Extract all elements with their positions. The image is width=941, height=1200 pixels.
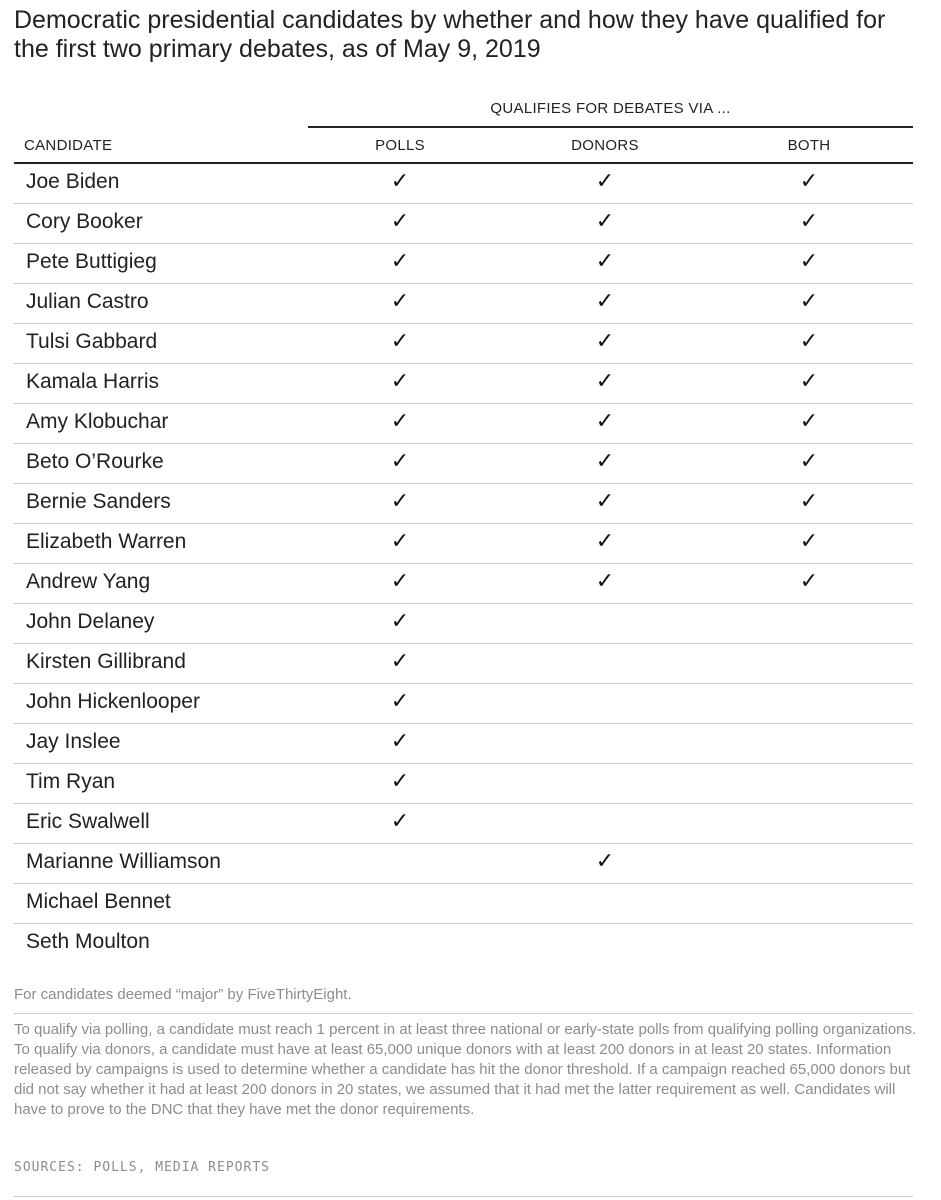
table-row [14, 684, 913, 724]
check-icon-donors: ✓ [595, 288, 615, 313]
candidate-name: Amy Klobuchar [26, 410, 169, 433]
candidate-name: Marianne Williamson [26, 850, 221, 873]
candidate-name: Andrew Yang [26, 570, 151, 593]
check-icon-polls: ✓ [390, 328, 410, 353]
check-icon-polls: ✓ [390, 568, 410, 593]
check-icon-polls: ✓ [390, 408, 410, 433]
check-icon-polls: ✓ [390, 368, 410, 393]
table-row [14, 404, 913, 444]
table-row [14, 604, 913, 644]
qualifies-group-header: QUALIFIES FOR DEBATES VIA ... [308, 100, 913, 128]
major-candidates-note: For candidates deemed “major” by FiveThirtyEight. [14, 986, 352, 1003]
table-row [14, 444, 913, 484]
check-icon-both: ✓ [799, 568, 819, 593]
column-header-donors: DONORS [571, 137, 639, 154]
candidate-name: Beto O’Rourke [26, 450, 164, 473]
candidate-name: Tulsi Gabbard [26, 330, 158, 353]
check-icon-donors: ✓ [595, 848, 615, 873]
check-icon-both: ✓ [799, 448, 819, 473]
check-icon-both: ✓ [799, 208, 819, 233]
table-row [14, 484, 913, 524]
table-row [14, 364, 913, 404]
candidate-name: Seth Moulton [26, 930, 150, 953]
check-icon-both: ✓ [799, 488, 819, 513]
candidate-name: Kirsten Gillibrand [26, 650, 186, 673]
check-icon-donors: ✓ [595, 568, 615, 593]
column-header-polls: POLLS [375, 137, 425, 154]
check-icon-both: ✓ [799, 248, 819, 273]
candidate-name: Joe Biden [26, 170, 120, 193]
check-icon-polls: ✓ [390, 528, 410, 553]
chart-title: Democratic presidential candidates by whether and how they have qualified for the first two primary debates, as of May 9, 2019 [14, 6, 886, 63]
check-icon-donors: ✓ [595, 168, 615, 193]
check-icon-donors: ✓ [595, 368, 615, 393]
check-icon-polls: ✓ [390, 728, 410, 753]
check-icon-both: ✓ [799, 168, 819, 193]
candidate-name: Cory Booker [26, 210, 143, 233]
candidate-name: Jay Inslee [26, 730, 121, 753]
candidate-name: John Hickenlooper [26, 690, 200, 713]
table-row [14, 764, 913, 804]
check-icon-donors: ✓ [595, 248, 615, 273]
check-icon-polls: ✓ [390, 208, 410, 233]
candidate-name: Pete Buttigieg [26, 250, 157, 273]
check-icon-donors: ✓ [595, 448, 615, 473]
table-row [14, 844, 913, 884]
candidate-name: John Delaney [26, 610, 155, 633]
table-row [14, 564, 913, 604]
candidate-name: Elizabeth Warren [26, 530, 187, 553]
check-icon-donors: ✓ [595, 528, 615, 553]
table-row [14, 204, 913, 244]
check-icon-both: ✓ [799, 288, 819, 313]
check-icon-polls: ✓ [390, 768, 410, 793]
check-icon-polls: ✓ [390, 248, 410, 273]
check-icon-both: ✓ [799, 368, 819, 393]
check-icon-donors: ✓ [595, 408, 615, 433]
table-row [14, 644, 913, 684]
methodology-note: To qualify via polling, a candidate must reach 1 percent in at least three national or early-state polls from qualifying polling organizations. To qualify via donors, a candidate must have at least 65,000 unique donors with at least 200 donors in at least 20 states. Information released by campaigns is used to determine whether a candidate has hit the donor threshold. If a campaign reached 65,000 donors but did not say whether it had at least 200 donors in 20 states, we assumed that it had met the latter requirement as well. Candidates will have to prove to the DNC that they have met the donor requirements. [14, 1021, 917, 1118]
table-row [14, 924, 913, 963]
check-icon-donors: ✓ [595, 328, 615, 353]
check-icon-polls: ✓ [390, 688, 410, 713]
check-icon-donors: ✓ [595, 208, 615, 233]
check-icon-polls: ✓ [390, 168, 410, 193]
check-icon-both: ✓ [799, 328, 819, 353]
candidate-name: Bernie Sanders [26, 490, 171, 513]
table-row [14, 884, 913, 924]
table-row [14, 804, 913, 844]
candidate-name: Tim Ryan [26, 770, 116, 793]
check-icon-polls: ✓ [390, 288, 410, 313]
candidate-name: Kamala Harris [26, 370, 160, 393]
candidate-name: Eric Swalwell [26, 810, 150, 833]
table-row [14, 284, 913, 324]
table-row [14, 164, 913, 204]
table-row [14, 324, 913, 364]
sources-note: SOURCES: POLLS, MEDIA REPORTS [14, 1160, 270, 1175]
table-row [14, 244, 913, 284]
check-icon-polls: ✓ [390, 448, 410, 473]
check-icon-donors: ✓ [595, 488, 615, 513]
check-icon-polls: ✓ [390, 488, 410, 513]
check-icon-both: ✓ [799, 408, 819, 433]
candidate-table-body [14, 164, 913, 963]
check-icon-polls: ✓ [390, 808, 410, 833]
candidate-name: Julian Castro [26, 290, 149, 313]
table-row [14, 724, 913, 764]
footer-divider [14, 1196, 913, 1197]
column-header-candidate: CANDIDATE [24, 137, 113, 154]
candidate-name: Michael Bennet [26, 890, 171, 913]
notes-divider [14, 1013, 913, 1014]
check-icon-both: ✓ [799, 528, 819, 553]
column-header-both: BOTH [787, 137, 831, 154]
table-row [14, 524, 913, 564]
check-icon-polls: ✓ [390, 608, 410, 633]
check-icon-polls: ✓ [390, 648, 410, 673]
